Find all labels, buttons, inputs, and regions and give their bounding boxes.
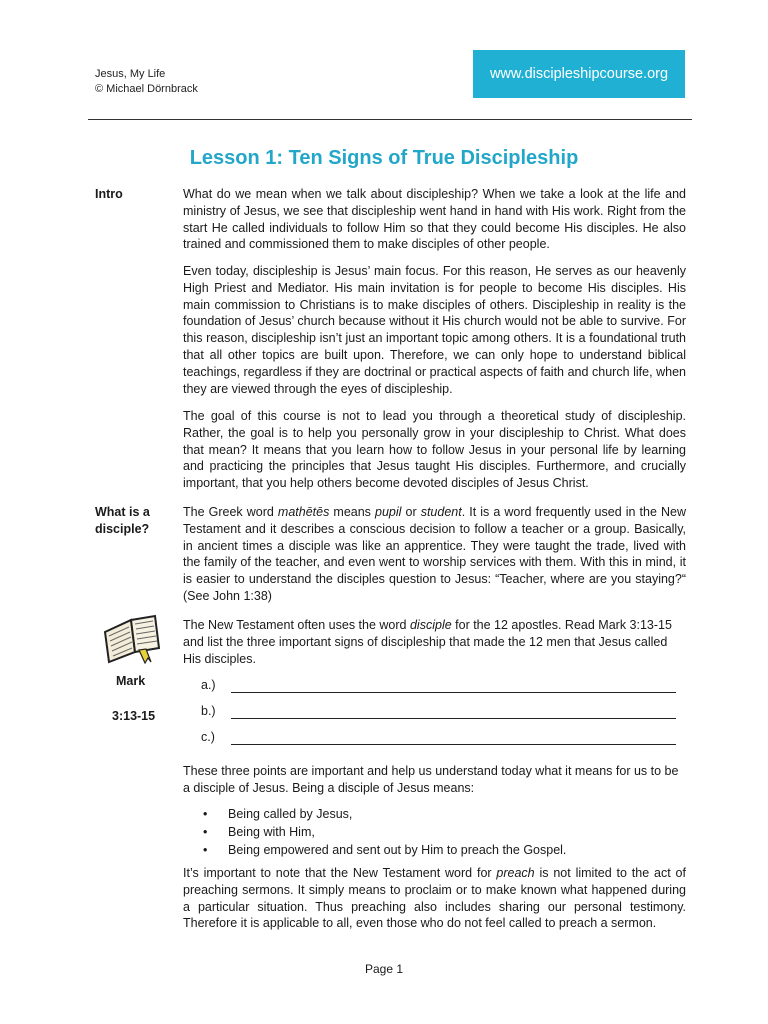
answer-label-c: c.)	[201, 730, 215, 744]
header-author: © Michael Dörnbrack	[95, 83, 198, 95]
intro-paragraph-1: What do we mean when we talk about discipleship? When we take a look at the life and ministry of Jesus, we see that discipleship went hand in hand with His work. Right from the start He called individuals to follow Him so that they could become His disciples. He also trained and commissioned them to make disciples of other people.	[183, 187, 686, 252]
disciple-definition-paragraph: The Greek word mathētēs means pupil or student. It is a word frequently used in the New Testament and it describes a conscious decision to follow a teacher or a group. Basically, in ancient times a disciple was like an apprentice. They were taught the trade, lived with the family of the teacher, and even went to worship services with them. With this in mind, it is easier to understand the disciples question to Jesus: “Teacher, where are you staying?“ (See John 1:38)	[183, 505, 686, 603]
header-divider	[88, 119, 692, 120]
answer-line-c[interactable]	[231, 744, 676, 745]
sidebar-mark-label: Mark	[116, 674, 146, 688]
list-item: • Being empowered and sent out by Him to preach the Gospel.	[183, 841, 566, 859]
answer-line-a[interactable]	[231, 692, 676, 693]
open-bible-icon	[101, 612, 163, 664]
answer-line-b[interactable]	[231, 718, 676, 719]
header-course-title: Jesus, My Life	[95, 68, 166, 80]
preach-paragraph: It’s important to note that the New Testament word for preach is not limited to the act of preaching sermons. It simply means to proclaim or to make known what happened during a particular situation. Thus preaching also includes sharing our personal testimony. Therefore it is applicable to all, even those who do not feel called to preach a sermon.	[183, 866, 686, 931]
discipleship-signs-list	[183, 805, 566, 859]
three-points-paragraph: These three points are important and help us understand today what it means for us to be a disciple of Jesus. Being a disciple of Jesus means:	[183, 764, 679, 795]
sidebar-intro-label: Intro	[95, 187, 123, 201]
document-header	[95, 67, 198, 97]
answer-label-b: b.)	[201, 704, 216, 718]
brand-url-banner[interactable]: www.discipleshipcourse.org	[473, 50, 685, 98]
intro-paragraph-2: Even today, discipleship is Jesus’ main focus. For this reason, He serves as our heavenly High Priest and Mediator. His main invitation is for people to become His disciples. His main commission to Christians is to make disciples of others. Discipleship in reality is the foundation of Jesus’ church because without it His church would not be able to survive. For this reason, discipleship isn’t just an important topic among others. It is a foundational truth that all other topics are built upon. Therefore, we can only hope to understand biblical teachings, regardless if they are doctrinal or practical aspects of faith and church life, when they are viewed through the eyes of discipleship.	[183, 264, 686, 396]
answer-label-a: a.)	[201, 678, 216, 692]
intro-paragraph-3: The goal of this course is not to lead you through a theoretical study of discipleship. Rather, the goal is to help you personally grow in your discipleship to Christ. What does that mean? It means that you learn how to follow Jesus in your personal life by learning and practicing the principles that Jesus taught His disciples. Furthermore, and crucially important, that you help others become devoted disciples of Jesus Christ.	[183, 409, 686, 491]
lesson-title: Lesson 1: Ten Signs of True Discipleship	[189, 147, 579, 169]
sidebar-disciple-label: What is a disciple?	[95, 505, 150, 536]
apostles-paragraph: The New Testament often uses the word disciple for the 12 apostles. Read Mark 3:13-15 and list the three important signs of discipleship that made the 12 men that Jesus called His disciples.	[183, 618, 672, 666]
sidebar-mark-ref: 3:13-15	[112, 709, 156, 723]
list-item: • Being called by Jesus,	[183, 805, 566, 823]
page-number: Page 1	[364, 962, 404, 976]
list-item: • Being with Him,	[183, 823, 566, 841]
